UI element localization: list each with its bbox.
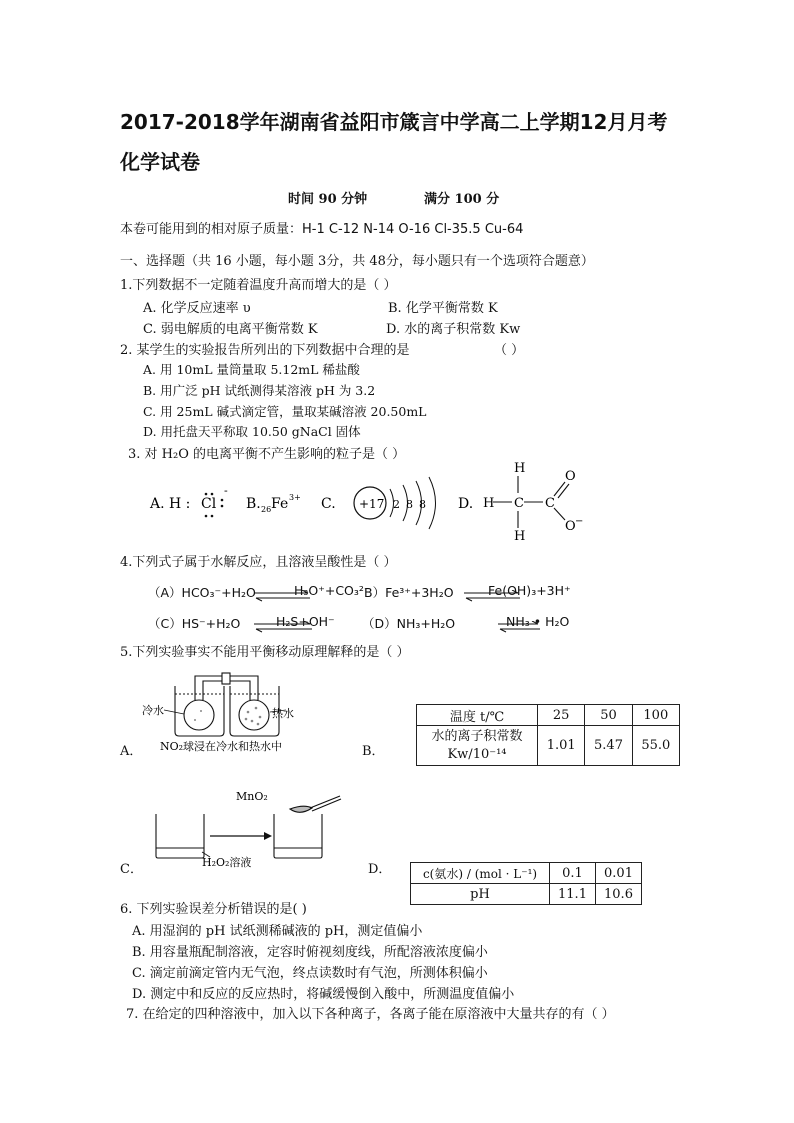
q3-structures-figure [140, 458, 600, 542]
q5-c-mno2-figure [150, 784, 350, 868]
q5-b-header-50: 50 [585, 705, 632, 726]
q3-b-mass-number: 26 [261, 505, 272, 514]
table-row [417, 726, 680, 766]
q5-option-a-label: A． [120, 744, 143, 759]
q5-c-caption: H₂O₂溶液 [202, 856, 252, 868]
q6-option-c: C. 滴定前滴定管内无气泡，终点读数时有气泡，所测体积偏小 [132, 966, 488, 981]
q2-stem: 2. 某学生的实验报告所列出的下列数据中合理的是 [120, 343, 410, 358]
q3-c-shell-3: 8 [419, 498, 426, 511]
q5-b-value-100: 55.0 [632, 726, 679, 766]
q5-d-table [410, 862, 642, 905]
q6-stem: 6. 下列实验误差分析错误的是( ) [120, 902, 307, 917]
exam-title-line1: 2017-2018学年湖南省益阳市箴言中学高二上学期12月月考 [120, 110, 668, 134]
q3-option-d-label: D. [458, 496, 474, 512]
q6-option-d: D. 测定中和反应的反应热时，将碱缓慢倒入酸中，所测温度值偏小 [132, 987, 515, 1002]
section1-heading: 一、选择题（共 16 小题，每小题 3分，共 48分，每小题只有一个选项符合题意） [120, 254, 594, 269]
q5-b-row-label-line1: 水的离子积常数 [431, 728, 523, 744]
q3-b-charge: 3+ [289, 493, 301, 502]
q1-option-a: A. 化学反应速率 υ [143, 301, 251, 316]
q4-option-a-right: H₃O⁺+CO₃²⁻ [294, 583, 371, 598]
q4-option-a-left: （A）HCO₃⁻+H₂O [148, 585, 256, 600]
q5-option-d-label: D． [368, 862, 392, 877]
q5-option-b-label: B． [362, 744, 385, 759]
q3-d-h-left: H [483, 496, 495, 511]
table-row [411, 863, 642, 884]
q5-d-value-01: 11.1 [550, 884, 596, 905]
q3-c-shell-2: 8 [406, 498, 413, 511]
q5-b-header-temp: 温度 t/℃ [417, 705, 538, 726]
q1-option-d: D. 水的离子积常数 Kw [386, 322, 521, 337]
q5-d-row-label: pH [411, 884, 550, 905]
q3-option-a-label: A. H : [150, 496, 191, 512]
q5-a-cold-water-label: 冷水 [142, 704, 164, 717]
q5-b-value-25: 1.01 [538, 726, 585, 766]
q2-option-c: C. 用 25mL 碱式滴定管，量取某碱溶液 20.50mL [143, 404, 427, 419]
q4-stem: 4.下列式子属于水解反应，且溶液呈酸性是（ ） [120, 555, 397, 570]
q4-option-c-left: （C）HS⁻+H₂O [148, 616, 241, 631]
q5-d-header-conc: c(氨水) / (mol · L⁻¹) [411, 863, 550, 884]
q7-stem: 7. 在给定的四种溶液中，加入以下各种离子，各离子能在原溶液中大量共存的有（ ） [126, 1007, 615, 1022]
q5-a-no2-balls-figure [140, 670, 300, 754]
q3-d-bonds [493, 476, 569, 528]
q4-option-d-right: NH₃ • H₂O [506, 614, 570, 629]
q3-d-h-bottom: H [514, 529, 526, 542]
table-row [411, 884, 642, 905]
q2-option-b: B. 用广泛 pH 试纸测得某溶液 pH 为 3.2 [143, 383, 376, 398]
q3-c-shell-1: 2 [393, 498, 400, 511]
q3-option-b-label: B. [246, 496, 261, 512]
q5-d-header-01: 0.1 [550, 863, 596, 884]
q5-d-value-001: 10.6 [596, 884, 642, 905]
q3-d-o-top: O [565, 469, 576, 484]
atomic-masses: 本卷可能用到的相对原子质量：H-1 C-12 N-14 O-16 Cl-35.5 Cu-64 [120, 222, 524, 237]
exam-score: 满分 100 分 [424, 192, 500, 207]
q5-b-header-100: 100 [632, 705, 679, 726]
table-row [417, 705, 680, 726]
q5-option-c-label: C． [120, 862, 143, 877]
q3-d-o-bottom: O [565, 519, 576, 534]
q5-b-header-25: 25 [538, 705, 585, 726]
q5-d-header-001: 0.01 [596, 863, 642, 884]
q5-c-mno2-label: MnO₂ [236, 790, 268, 803]
exam-title-line2: 化学试卷 [120, 150, 200, 174]
q3-a-charge: - [224, 484, 228, 497]
q3-option-c-label: C. [321, 496, 336, 512]
q4-option-b-right: Fe(OH)₃+3H⁺ [488, 583, 571, 598]
q3-a-cl: Cl [201, 496, 217, 512]
q2-option-d: D. 用托盘天平称取 10.50 gNaCl 固体 [143, 424, 361, 439]
q3-b-ion: Fe [271, 496, 289, 512]
q2-option-a: A. 用 10mL 量筒量取 5.12mL 稀盐酸 [143, 362, 360, 377]
q1-stem: 1.下列数据不一定随着温度升高而增大的是（ ） [120, 278, 397, 293]
q5-a-hot-water-label: 热水 [272, 707, 294, 720]
q1-option-c: C. 弱电解质的电离平衡常数 K [143, 322, 318, 337]
q3-c-nucleus: +17 [359, 497, 385, 511]
q3-stem: 3. 对 H₂O 的电离平衡不产生影响的粒子是（ ） [128, 447, 406, 462]
q3-d-c2: C [545, 496, 555, 511]
q6-option-b: B. 用容量瓶配制溶液，定容时俯视刻度线，所配溶液浓度偏小 [132, 945, 488, 960]
q5-b-row-label-line2: Kw/10⁻¹⁴ [447, 746, 507, 762]
q1-option-b: B. 化学平衡常数 K [388, 301, 498, 316]
q5-stem: 5.下列实验事实不能用平衡移动原理解释的是（ ） [120, 645, 410, 660]
q4-option-b-left: B）Fe³⁺+3H₂O [364, 585, 454, 600]
q5-b-table [416, 704, 680, 766]
q5-a-caption: NO₂球浸在冷水和热水中 [160, 740, 283, 753]
q5-b-value-50: 5.47 [585, 726, 632, 766]
q3-d-o-charge: − [575, 516, 584, 527]
q4-option-c-right: H₂S+OH⁻ [276, 614, 335, 629]
q2-answer-paren: （ ） [494, 343, 525, 358]
q4-option-d-left: （D）NH₃+H₂O [362, 616, 456, 631]
exam-time: 时间 90 分钟 [288, 192, 368, 207]
q3-d-c1: C [514, 496, 524, 511]
q6-option-a: A. 用湿润的 pH 试纸测稀碱液的 pH，测定值偏小 [132, 924, 423, 939]
q5-b-row-label [417, 726, 538, 766]
q3-d-h-top: H [514, 461, 526, 476]
